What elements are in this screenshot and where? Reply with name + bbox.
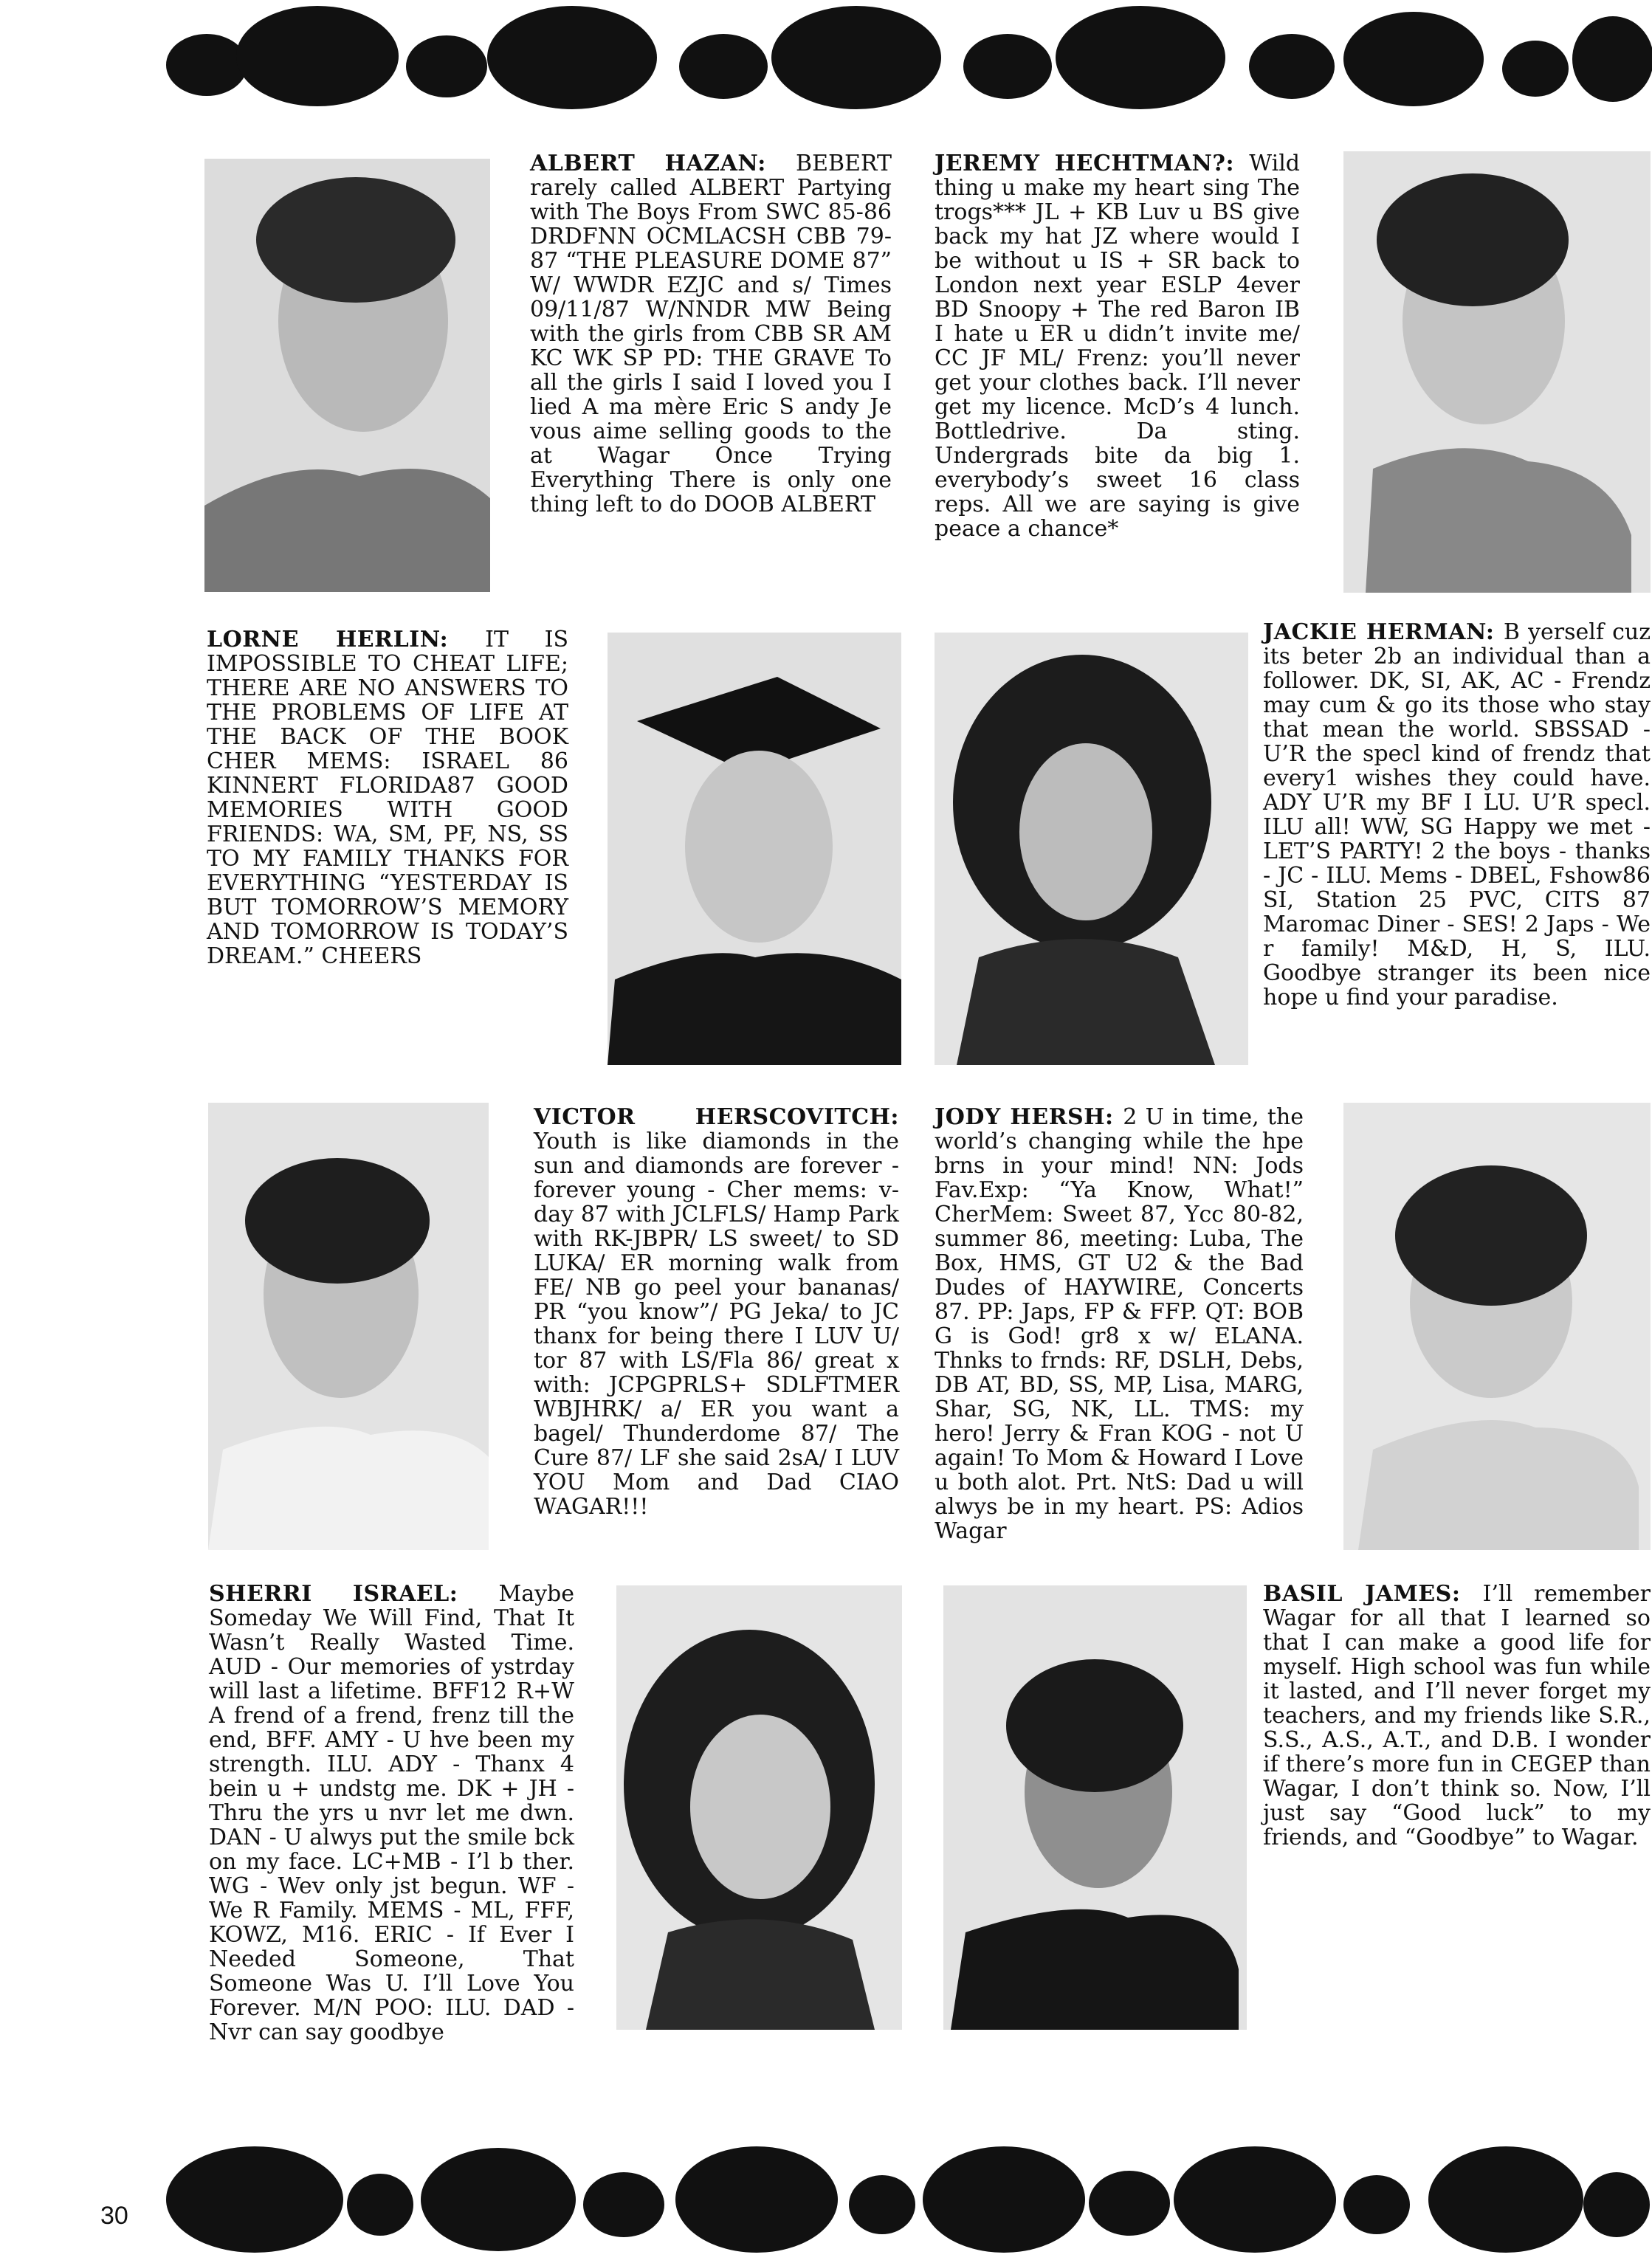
portrait-lorne-herlin [608,633,901,1065]
student-bio-text: Youth is like diamonds in the sun and diamonds are forever - forever young - Cher mems: v-day 87 with JCLFLS/ Hamp Park with RK-JBPR/ LS sweet/ to SD LUKA/ ER morning walk from FE/ NB go peel your bananas/ PR “you know”/ PG Jeka/ to JC thanx for being there I LUV U/ tor 87 with LS/Fla 86/ great x with: JCPGPRLS+ SDLFTMER WBJHRK/ a/ ER you want a bagel/ Thunderdome 87/ The Cure 87/ LF she said 2sA/ I LUV YOU Mom and Dad CIAO WAGAR!!! [534,1129,899,1520]
portrait-basil-james [943,1585,1247,2030]
footprint-border-top [148,6,1652,117]
bio-jeremy-hechtman [935,151,1300,541]
portrait-sherri-israel [616,1585,902,2030]
portrait-jody-hersh [1343,1103,1651,1550]
footprints-top-graphic [148,6,1652,117]
bio-victor-herscovitch [534,1105,899,1519]
bio-jody-hersh [935,1105,1304,1543]
bio-albert-hazan [530,151,892,517]
student-name: SHERRI ISRAEL: [209,1581,499,1607]
student-bio-text: B yerself cuz its beter 2b an individual than a follower. DK, SI, AK, AC - Frendz may cum & go its those who stay that mean the world. SBSSAD - U’R the specl kind of frendz that every1 wishes they could have. ADY U’R my BF I LU. U’R specl. ILU all! WW, SG Happy we met - LET’S PARTY! 2 the boys - thanks - JC - ILU. Mems - DBEL, Fshow86 SI, Station 25 PVC, CITS 87 Maromac Diner - SES! 2 Japs - We r family! M&D, H, S, ILU. Goodbye stranger its been nice hope u find your paradise. [1263,619,1651,1010]
student-bio-text: I’ll remember Wagar for all that I learned so that I can make a good life for myself. High school was fun while it lasted, and I’ll never forget my teachers, and my friends like S.R., S.S., A.S., A.T., and D.B. I wonder if there’s more fun in CEGEP than Wagar, I don’t think so. Now, I’ll just say “Good luck” to my friends, and “Goodbye” to Wagar. [1263,1581,1651,1850]
bio-basil-james [1263,1582,1651,1850]
footprints-bottom-graphic [166,2137,1652,2259]
student-name: BASIL JAMES: [1263,1581,1483,1607]
student-name: LORNE HERLIN: [207,627,486,652]
student-name: JODY HERSH: [935,1104,1123,1130]
footprint-border-bottom [166,2137,1652,2259]
portrait-albert-hazan [204,159,490,592]
portrait-jeremy-hechtman [1343,151,1651,593]
portrait-jackie-herman [935,633,1248,1065]
student-name: JEREMY HECHTMAN?: [935,151,1250,176]
bio-lorne-herlin [207,627,568,968]
student-bio-text: BEBERT rarely called ALBERT Partying with The Boys From SWC 85-86 DRDFNN OCMLACSH CBB 79-87 “THE PLEASURE DOME 87” W/ WWDR EZJC and s/ Times 09/11/87 W/NNDR MW Being with the girls from CBB SR AM KC WK SP PD: THE GRAVE To all the girls I said I loved you I lied A ma mère Eric S andy Je vous aime selling goods to the at Wagar Once Trying Everything There is only one thing left to do DOOB ALBERT [530,151,892,517]
portrait-victor-herscovitch [208,1103,489,1550]
student-name: JACKIE HERMAN: [1263,619,1504,645]
bio-jackie-herman [1263,620,1651,1010]
bio-sherri-israel [209,1582,574,2045]
student-name: ALBERT HAZAN: [530,151,796,176]
student-bio-text: Wild thing u make my heart sing The trogs*** JL + KB Luv u BS give back my hat JZ where would I be without u IS + SR back to London next year ESLP 4ever BD Snoopy + The red Baron IB I hate u ER u didn’t invite me/ CC JF ML/ Frenz: you’ll never get your clothes back. I’ll never get my licence. McD’s 4 lunch. Bottledrive. Da sting. Undergrads bite da big 1. everybody’s sweet 16 class reps. All we are saying is give peace a chance* [935,151,1300,542]
student-bio-text: IT IS IMPOSSIBLE TO CHEAT LIFE; THERE ARE NO ANSWERS TO THE PROBLEMS OF LIFE AT THE BACK OF THE BOOK CHER MEMS: ISRAEL 86 KINNERT FLORIDA87 GOOD MEMORIES WITH GOOD FRIENDS: WA, SM, PF, NS, SS TO MY FAMILY THANKS FOR EVERYTHING “YESTERDAY IS BUT TOMORROW’S MEMORY AND TOMORROW IS TODAY’S DREAM.” CHEERS [207,627,568,969]
page-number: 30 [100,2202,128,2230]
student-name: VICTOR HERSCOVITCH: [534,1104,899,1130]
student-bio-text: Maybe Someday We Will Find, That It Wasn’t Really Wasted Time. AUD - Our memories of ystrday will last a lifetime. BFF12 R+W A frend of a frend, frenz till the end, BFF. AMY - U hve been my strength. ILU. ADY - Thanx 4 bein u + undstg me. DK + JH - Thru the yrs u nvr let me dwn. DAN - U alwys put the smile bck on my face. LC+MB - I’l b ther. WG - Wev only jst begun. WF - We R Family. MEMS - ML, FFF, KOWZ, M16. ERIC - If Ever I Needed Someone, That Someone Was U. I’ll Love You Forever. M/N POO: ILU. DAD - Nvr can say goodbye [209,1581,574,2045]
student-bio-text: 2 U in time, the world’s changing while the hpe brns in your mind! NN: Jods Fav.Exp: “Ya Know, What!” CherMem: Sweet 87, Ycc 80-82, summer 86, meeting: Luba, The Box, HMS, GT U2 & the Bad Dudes of HAYWIRE, Concerts 87. PP: Japs, FP & FFP. QT: BOB G is God! gr8 x w/ ELANA. Thnks to frnds: RF, DSLH, Debs, DB AT, BD, SS, MP, Lisa, MARG, Shar, SG, NK, LL. TMS: my hero! Jerry & Fran KOG - not U again! To Mom & Howard I Love u both alot. Prt. NtS: Dad u will alwys be in my heart. PS: Adios Wagar [935,1104,1304,1544]
